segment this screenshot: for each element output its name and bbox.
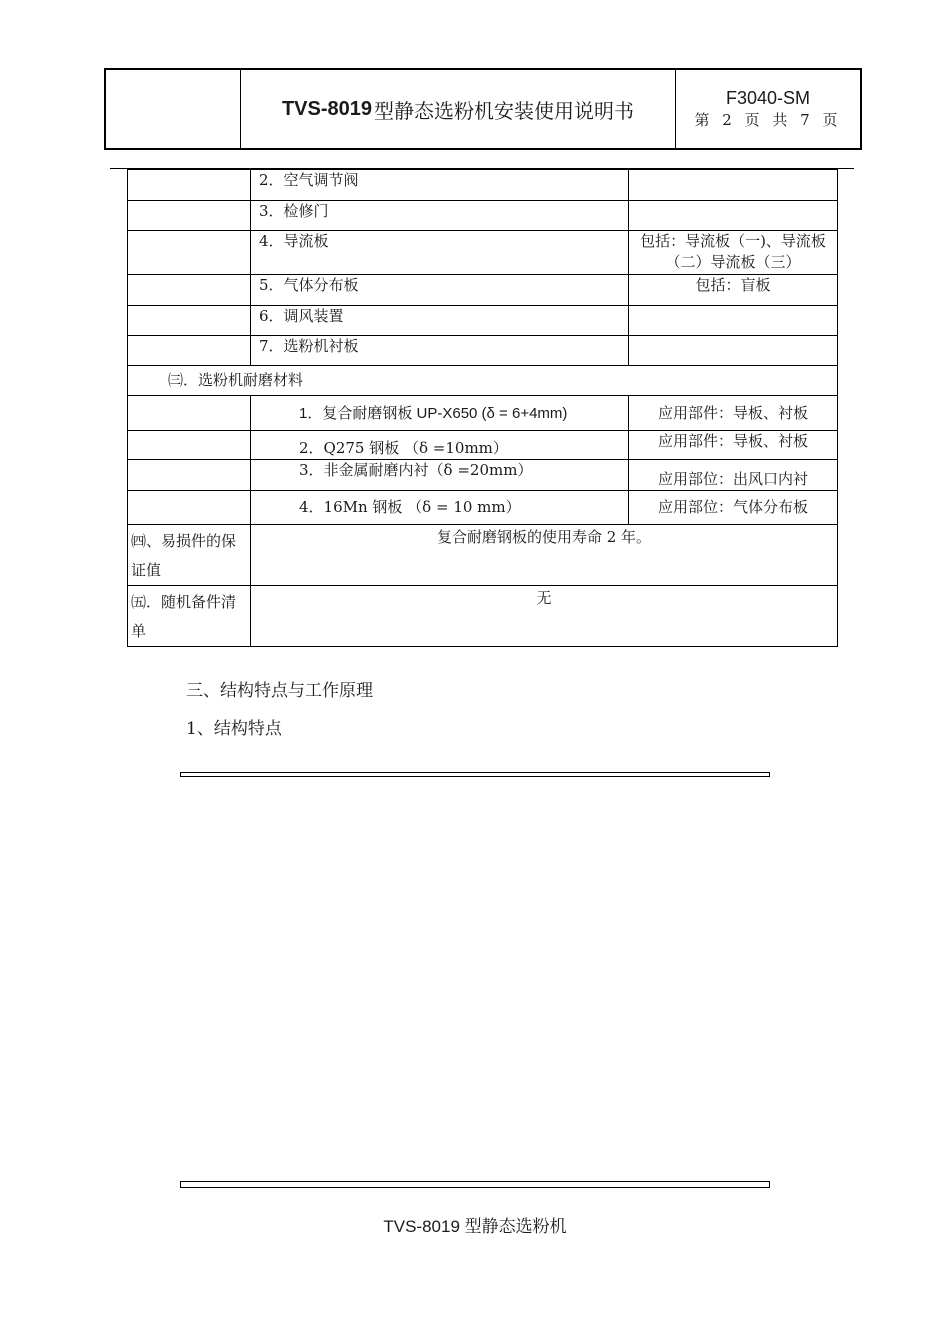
part-note (629, 201, 838, 231)
part-name: 6．调风装置 (251, 306, 629, 336)
subsection-heading: 1、结构特点 (186, 719, 282, 739)
document-title (241, 70, 676, 148)
part-name: 7．选粉机衬板 (251, 336, 629, 366)
title-text: 型静态选粉机安装使用说明书 (374, 98, 635, 123)
wear-material-note: 应用部件：导板、衬板 (629, 396, 838, 431)
table-row (128, 275, 838, 306)
spares-value: 无 (251, 586, 838, 647)
figure-frame-top (180, 772, 770, 777)
part-name: 2．空气调节阀 (251, 170, 629, 201)
wear-material-note: 应用部位：气体分布板 (629, 491, 838, 525)
page-number: 第 2 页 共 7 页 (694, 111, 842, 129)
wear-material-name: 1．复合耐磨钢板 UP-X650 (δ = 6+4mm) (251, 396, 629, 431)
part-note (629, 306, 838, 336)
part-name: 5．气体分布板 (251, 275, 629, 306)
document-header (104, 68, 862, 150)
table-row (128, 431, 838, 460)
section-heading: 三、结构特点与工作原理 (186, 681, 373, 701)
warranty-label: ㈣、易损件的保证值 (128, 525, 251, 586)
table-row (128, 231, 838, 275)
wear-material-note: 应用部位：出风口内衬 (629, 460, 838, 491)
header-doc-info (676, 70, 860, 148)
header-logo-cell (106, 70, 241, 148)
table-row (128, 460, 838, 491)
part-name: 4．导流板 (251, 231, 629, 275)
table-row (128, 170, 838, 201)
wear-material-name: 2．Q275 钢板 （δ =10mm） (251, 431, 629, 460)
spares-label: ㈤．随机备件清单 (128, 586, 251, 647)
wear-material-note: 应用部件：导板、衬板 (629, 431, 838, 460)
figure-frame-bottom (180, 1181, 770, 1188)
part-note (629, 170, 838, 201)
footer-text: TVS-8019 型静态选粉机 (383, 1217, 567, 1236)
spec-table (127, 169, 838, 647)
title-model-code: TVS-8019 (281, 97, 373, 120)
wear-materials-heading: ㈢．选粉机耐磨材料 (128, 366, 838, 396)
table-row (128, 201, 838, 231)
wear-material-name: 3．非金属耐磨内衬（δ =20mm） (251, 460, 629, 491)
table-row (128, 491, 838, 525)
document-id: F3040-SM (725, 88, 811, 108)
part-name: 3．检修门 (251, 201, 629, 231)
table-row (128, 586, 838, 647)
part-note (629, 336, 838, 366)
part-note: 包括：盲板 (629, 275, 838, 306)
warranty-value: 复合耐磨钢板的使用寿命 2 年。 (251, 525, 838, 586)
table-row (128, 525, 838, 586)
part-note: 包括：导流板（一)、导流板（二）导流板（三） (629, 231, 838, 275)
page-footer (0, 1212, 950, 1237)
wear-material-name: 4．16Mn 钢板 （δ = 10 mm） (251, 491, 629, 525)
table-row (128, 366, 838, 396)
table-row (128, 396, 838, 431)
table-row (128, 306, 838, 336)
table-row (128, 336, 838, 366)
